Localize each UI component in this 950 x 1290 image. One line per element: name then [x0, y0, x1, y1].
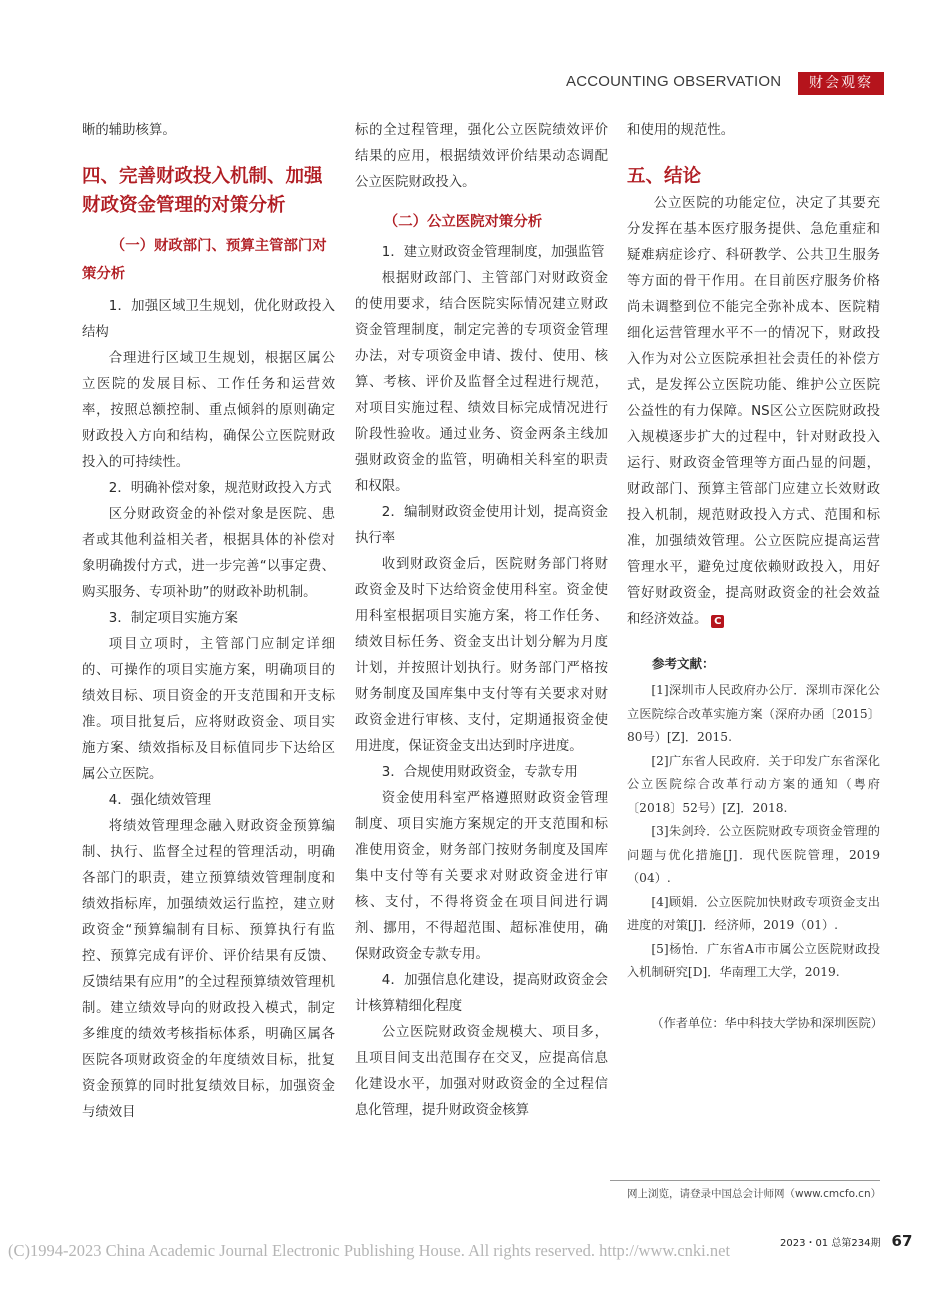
- column-1: [82, 118, 335, 1126]
- online-note: 网上浏览，请登录中国总会计师网（www.cmcfo.cn）: [627, 1188, 882, 1200]
- subsection-heading-2: （二）公立医院对策分析: [383, 214, 543, 230]
- end-mark-icon: C: [711, 615, 724, 628]
- conclusion-paragraph: [627, 191, 880, 633]
- paragraph: 公立医院财政资金规模大、项目多，且项目间支出范围存在交叉，应提高信息化建设水平，加强对财政资金的全过程信息化管理，提升财政资金核算: [355, 1025, 608, 1118]
- journal-section-cn: 财会观察: [798, 72, 884, 95]
- paragraph: 资金使用科室严格遵照财政资金管理制度、项目实施方案规定的开支范围和标准使用资金，财务部门按财务制度及国库集中支付等有关要求对财政资金进行审核、支付，不得将资金在项目间进行调剂、挪用，不得超范围、超标准使用，确保财政资金专款专用。: [355, 791, 608, 962]
- continued-text: 标的全过程管理，强化公立医院绩效评价结果的应用，根据绩效评价结果动态调配公立医院财政投入。: [355, 123, 608, 190]
- item-title: 2．明确补偿对象，规范财政投入方式: [108, 481, 332, 496]
- section-heading-4: 四、完善财政投入机制、加强财政资金管理的对策分析: [82, 166, 323, 216]
- paragraph: 区分财政资金的补偿对象是医院、患者或其他利益相关者，根据具体的补偿对象明确拨付方式，进一步完善“以事定费、购买服务、专项补助”的财政补助机制。: [82, 507, 335, 600]
- reference-item: [2]广东省人民政府．关于印发广东省深化公立医院综合改革行动方案的通知（粤府〔2018〕52号）[Z]．2018.: [627, 753, 880, 815]
- conclusion-text: 公立医院的功能定位，决定了其要充分发挥在基本医疗服务提供、急危重症和疑难病症诊疗、科研教学、公共卫生服务等方面的骨干作用。在目前医疗服务价格尚未调整到位不能完全弥补成本、医院精细化运营管理水平不一的情况下，财政投入作为对公立医院承担社会责任的补偿方式，是发挥公立医院功能、维护公立医院公益性的有力保障。NS区公立医院财政投入规模逐步扩大的过程中，针对财政投入运行、财政资金管理等方面凸显的问题，财政部门、预算主管部门应建立长效财政投入机制，规范财政投入方式、范围和标准，加强绩效管理。公立医院应提高运营管理水平，避免过度依赖财政投入，用好管好财政资金，提高财政资金的社会效益和经济效益。: [627, 196, 880, 627]
- reference-item: [3]朱剑玲．公立医院财政专项资金管理的问题与优化措施[J]．现代医院管理，2019（04）.: [627, 824, 880, 885]
- references-title: 参考文献：: [652, 656, 715, 671]
- item-title: 3．制定项目实施方案: [108, 611, 238, 626]
- paragraph: 合理进行区域卫生规划，根据区属公立医院的发展目标、工作任务和运营效率，按照总额控制、重点倾斜的原则确定财政投入方向和结构，确保公立医院财政投入的可持续性。: [82, 351, 335, 470]
- paragraph: 收到财政资金后，医院财务部门将财政资金及时下达给资金使用科室。资金使用科室根据项目实施方案，将工作任务、绩效目标任务、资金支出计划分解为月度计划，并按照计划执行。财务部门严格按财务制度及国库集中支付等有关要求对财政资金进行审核、支付，定期通报资金使用进度，保证资金支出达到时序进度。: [355, 557, 608, 754]
- author-affiliation: （作者单位：华中科技大学协和深圳医院）: [651, 1015, 883, 1030]
- paragraph: 根据财政部门、主管部门对财政资金的使用要求，结合医院实际情况建立财政资金管理制度，制定完善的专项资金管理办法，对专项资金申请、拨付、使用、核算、考核、评价及监督全过程进行规范，对项目实施过程、绩效目标完成情况进行阶段性验收。通过业务、资金两条主线加强财政资金的监管，明确相关科室的职责和权限。: [355, 271, 608, 494]
- item-title: 1．加强区域卫生规划，优化财政投入结构: [82, 299, 335, 340]
- reference-item: [4]顾娟．公立医院加快财政专项资金支出进度的对策[J]．经济师，2019（01）.: [627, 894, 880, 932]
- column-3: [627, 118, 883, 1035]
- item-title: 4．强化绩效管理: [108, 793, 212, 808]
- reference-item: [5]杨怡．广东省A市市属公立医院财政投入机制研究[D]．华南理工大学，2019.: [627, 941, 880, 979]
- page-number: 67: [891, 1232, 913, 1250]
- footer-divider: [610, 1180, 880, 1181]
- item-title: 1．建立财政资金管理制度，加强监管: [381, 245, 605, 260]
- page-header: [566, 72, 884, 96]
- continued-text: 和使用的规范性。: [627, 123, 735, 138]
- subsection-heading-1: （一）财政部门、预算主管部门对策分析: [82, 238, 327, 282]
- column-2: [355, 118, 608, 1124]
- item-title: 2．编制财政资金使用计划，提高资金执行率: [355, 505, 608, 546]
- reference-item: [1]深圳市人民政府办公厅．深圳市深化公立医院综合改革实施方案（深府办函〔2015〕80号）[Z]．2015.: [627, 683, 880, 744]
- paragraph: 将绩效管理理念融入财政资金预算编制、执行、监督全过程的管理活动，明确各部门的职责，建立预算绩效管理制度和绩效指标库，加强绩效运行监控，建立财政资金“预算编制有目标、预算执行有监控、预算完成有评价、评价结果有反馈、反馈结果有应用”的全过程预算绩效管理机制。建立绩效导向的财政投入模式，制定多维度的绩效考核指标体系，明确区属各医院各项财政资金的年度绩效目标，批复资金预算的同时批复绩效目标，加强资金与绩效目: [82, 819, 335, 1120]
- copyright-watermark: (C)1994-2023 China Academic Journal Electronic Publishing House. All rights reserved. http://www.cnki.net: [8, 1241, 731, 1260]
- item-title: 3．合规使用财政资金，专款专用: [381, 765, 578, 780]
- paragraph: 项目立项时，主管部门应制定详细的、可操作的项目实施方案，明确项目的绩效目标、项目资金的开支范围和开支标准。项目批复后，应将财政资金、项目实施方案、绩效指标及目标值同步下达给区属公立医院。: [82, 637, 335, 782]
- page-info: [780, 1231, 912, 1250]
- journal-section-en: ACCOUNTING OBSERVATION: [566, 73, 782, 90]
- continued-text: 晰的辅助核算。: [82, 123, 176, 138]
- issue-info: 2023・01 总第234期: [780, 1238, 881, 1249]
- item-title: 4．加强信息化建设，提高财政资金会计核算精细化程度: [355, 973, 608, 1014]
- section-heading-5: 五、结论: [627, 166, 702, 187]
